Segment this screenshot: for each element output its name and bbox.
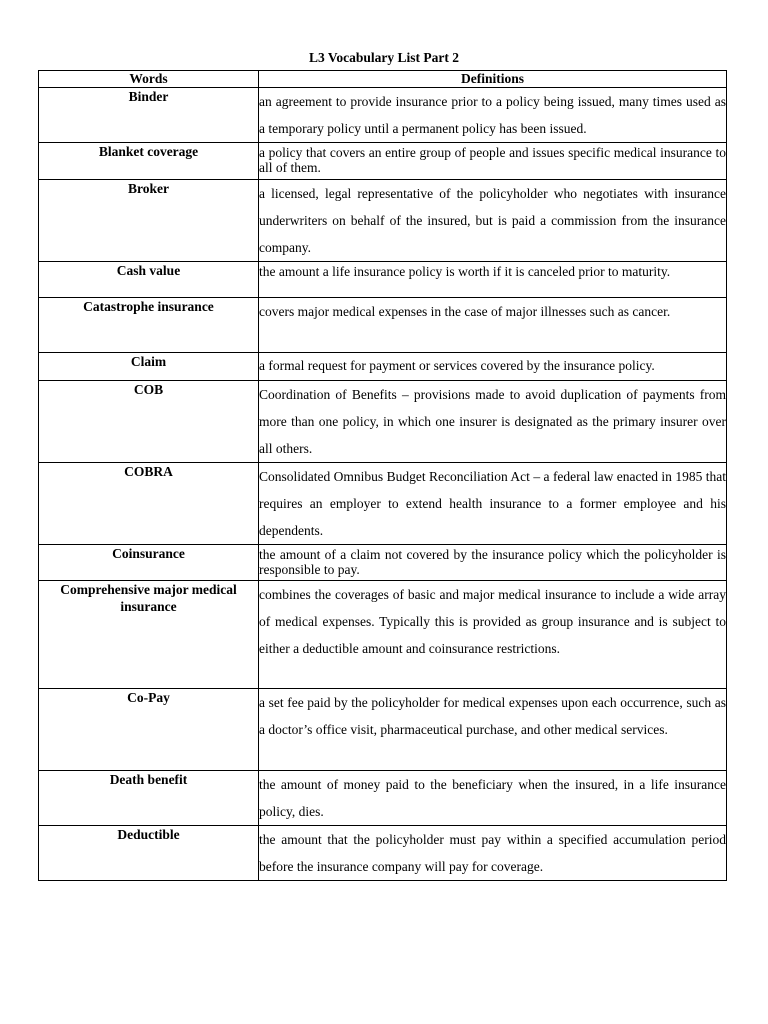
- table-row: [39, 262, 727, 298]
- vocab-definition: Coordination of Benefits – provisions made to avoid duplication of payments from more than one policy, in which one insurer is designated as the primary insurer over all others.: [259, 381, 727, 463]
- table-row: [39, 143, 727, 180]
- vocab-definition: the amount a life insurance policy is worth if it is canceled prior to maturity.: [259, 262, 727, 298]
- vocab-word: Claim: [39, 353, 259, 381]
- vocab-word: Binder: [39, 88, 259, 143]
- vocab-word: Cash value: [39, 262, 259, 298]
- vocab-word: Deductible: [39, 826, 259, 881]
- vocab-definition: the amount of money paid to the beneficiary when the insured, in a life insurance policy, dies.: [259, 771, 727, 826]
- table-row: [39, 826, 727, 881]
- table-row: [39, 381, 727, 463]
- table-row: [39, 581, 727, 689]
- vocab-word: Coinsurance: [39, 545, 259, 581]
- table-row: [39, 353, 727, 381]
- vocab-word: Comprehensive major medical insurance: [39, 581, 259, 689]
- vocab-word: Catastrophe insurance: [39, 298, 259, 353]
- table-row: [39, 545, 727, 581]
- table-row: [39, 88, 727, 143]
- vocab-definition: the amount of a claim not covered by the insurance policy which the policyholder is responsible to pay.: [259, 545, 727, 581]
- table-row: [39, 689, 727, 771]
- column-header-definitions: Definitions: [259, 71, 727, 88]
- table-row: [39, 180, 727, 262]
- vocab-definition: a policy that covers an entire group of people and issues specific medical insurance to all of them.: [259, 143, 727, 180]
- vocab-definition: an agreement to provide insurance prior to a policy being issued, many times used as a temporary policy until a permanent policy has been issued.: [259, 88, 727, 143]
- vocab-word: COB: [39, 381, 259, 463]
- table-row: [39, 298, 727, 353]
- table-row: [39, 771, 727, 826]
- vocab-definition: covers major medical expenses in the case of major illnesses such as cancer.: [259, 298, 727, 353]
- page-title: L3 Vocabulary List Part 2: [308, 50, 459, 65]
- vocab-definition: a formal request for payment or services covered by the insurance policy.: [259, 353, 727, 381]
- table-row: [39, 463, 727, 545]
- vocab-word: Broker: [39, 180, 259, 262]
- vocab-definition: a licensed, legal representative of the policyholder who negotiates with insurance underwriters on behalf of the insured, but is paid a commission from the insurance company.: [259, 180, 727, 262]
- table-header-row: [39, 71, 727, 88]
- vocab-definition: a set fee paid by the policyholder for medical expenses upon each occurrence, such as a doctor’s office visit, pharmaceutical purchase, and other medical services.: [259, 689, 727, 771]
- vocab-word: Death benefit: [39, 771, 259, 826]
- column-header-words: Words: [39, 71, 259, 88]
- vocab-word: Blanket coverage: [39, 143, 259, 180]
- vocab-definition: Consolidated Omnibus Budget Reconciliation Act – a federal law enacted in 1985 that requires an employer to extend health insurance to a former employee and his dependents.: [259, 463, 727, 545]
- vocab-word: COBRA: [39, 463, 259, 545]
- vocab-word: Co-Pay: [39, 689, 259, 771]
- vocab-definition: combines the coverages of basic and major medical insurance to include a wide array of medical expenses. Typically this is provided as group insurance and is subject to either a deductible amount and coinsurance restrictions.: [259, 581, 727, 689]
- vocabulary-table: [38, 70, 727, 881]
- vocab-definition: the amount that the policyholder must pay within a specified accumulation period before the insurance company will pay for coverage.: [259, 826, 727, 881]
